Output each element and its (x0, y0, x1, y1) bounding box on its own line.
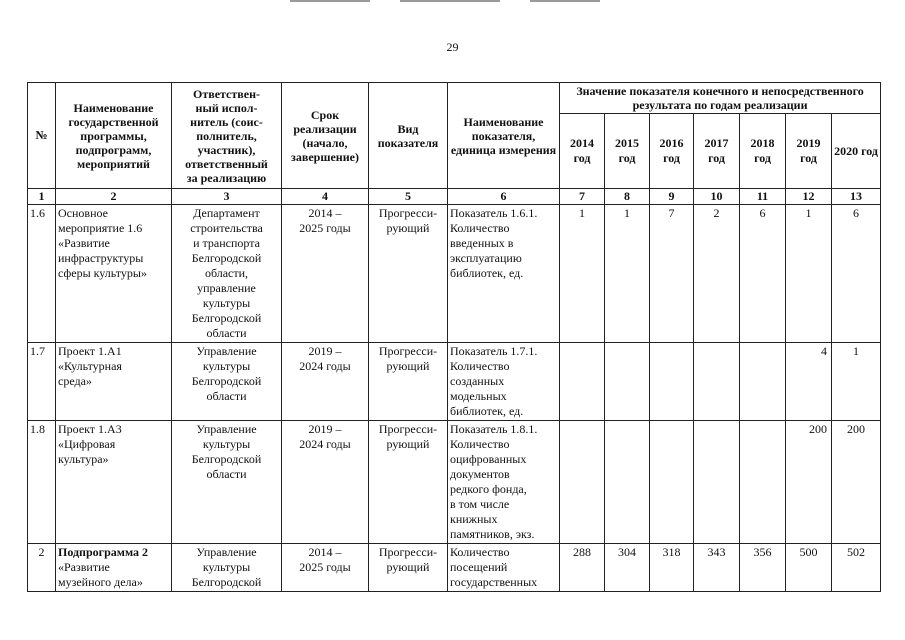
row-value (605, 343, 650, 421)
column-number: 9 (650, 189, 694, 205)
indicators-table (27, 82, 881, 592)
row-value: 1 (832, 343, 881, 421)
column-number: 12 (786, 189, 832, 205)
row-responsible: Управление культуры Белгородской области (172, 343, 282, 421)
header-num: № (28, 83, 56, 189)
row-num: 1.7 (28, 343, 56, 421)
row-term: 2014 – 2025 годы (282, 205, 369, 343)
row-indicator: Показатель 1.6.1. Количество введенных в эксплуатацию библиотек, ед. (448, 205, 560, 343)
header-kind: Вид показателя (369, 83, 448, 189)
row-responsible: Департамент строительства и транспорта Белгородской области, управление культуры Белгородской области (172, 205, 282, 343)
row-num: 1.6 (28, 205, 56, 343)
table-row (28, 205, 881, 343)
column-number: 6 (448, 189, 560, 205)
header-year: 2014 год (560, 114, 605, 189)
row-indicator: Количество посещений государственных (448, 544, 560, 592)
column-number: 4 (282, 189, 369, 205)
header-term: Срок реализации (начало, завершение) (282, 83, 369, 189)
row-value: 356 (740, 544, 786, 592)
row-term: 2014 – 2025 годы (282, 544, 369, 592)
row-indicator: Показатель 1.8.1. Количество оцифрованных документов редкого фонда, в том числе книжных памятников, экз. (448, 421, 560, 544)
row-value (560, 421, 605, 544)
row-value: 200 (786, 421, 832, 544)
header-year: 2020 год (832, 114, 881, 189)
column-number: 10 (694, 189, 740, 205)
row-value: 1 (605, 205, 650, 343)
header-name: Наименование государственной программы, подпрограмм, мероприятий (56, 83, 172, 189)
row-value: 502 (832, 544, 881, 592)
row-value: 6 (832, 205, 881, 343)
column-number-row (28, 189, 881, 205)
header-year: 2017 год (694, 114, 740, 189)
row-value: 6 (740, 205, 786, 343)
row-value: 7 (650, 205, 694, 343)
row-kind: Прогресси- рующий (369, 343, 448, 421)
header-indicator: Наименование показателя, единица измерения (448, 83, 560, 189)
row-value: 200 (832, 421, 881, 544)
subprogram-title: Подпрограмма 2 (58, 545, 149, 559)
column-number: 7 (560, 189, 605, 205)
table-row (28, 544, 881, 592)
column-number: 2 (56, 189, 172, 205)
scan-top-edge (0, 0, 905, 3)
row-name-cell (56, 544, 172, 592)
row-kind: Прогресси- рующий (369, 205, 448, 343)
row-value: 304 (605, 544, 650, 592)
column-number: 3 (172, 189, 282, 205)
page-number: 29 (446, 40, 459, 54)
row-value: 288 (560, 544, 605, 592)
row-value (605, 421, 650, 544)
header-year: 2019 год (786, 114, 832, 189)
row-value: 2 (694, 205, 740, 343)
header-year: 2018 год (740, 114, 786, 189)
row-value (650, 343, 694, 421)
table-row (28, 421, 881, 544)
header-values-group: Значение показателя конечного и непосредственного результата по годам реализации (560, 83, 881, 114)
row-kind: Прогресси- рующий (369, 421, 448, 544)
row-value (740, 421, 786, 544)
row-value (694, 343, 740, 421)
row-name: Проект 1.А1 «Культурная среда» (56, 343, 172, 421)
row-value (694, 421, 740, 544)
row-responsible: Управление культуры Белгородской области (172, 421, 282, 544)
row-term: 2019 – 2024 годы (282, 343, 369, 421)
row-value: 343 (694, 544, 740, 592)
header-year: 2015 год (605, 114, 650, 189)
column-number: 1 (28, 189, 56, 205)
row-num: 1.8 (28, 421, 56, 544)
header-row-1 (28, 83, 881, 114)
row-value: 1 (786, 205, 832, 343)
row-value: 4 (786, 343, 832, 421)
row-kind: Прогресси- рующий (369, 544, 448, 592)
row-value: 500 (786, 544, 832, 592)
row-value (740, 343, 786, 421)
column-number: 11 (740, 189, 786, 205)
row-name: «Развитие музейного дела» (58, 560, 143, 589)
header-responsible: Ответствен- ный испол- нитель (соис- полнитель, участник), ответственный за реализацию (172, 83, 282, 189)
row-value (650, 421, 694, 544)
row-value: 318 (650, 544, 694, 592)
row-value (560, 343, 605, 421)
row-term: 2019 – 2024 годы (282, 421, 369, 544)
row-num: 2 (28, 544, 56, 592)
column-number: 13 (832, 189, 881, 205)
table-row (28, 343, 881, 421)
row-value: 1 (560, 205, 605, 343)
header-year: 2016 год (650, 114, 694, 189)
row-name: Основное мероприятие 1.6 «Развитие инфраструктуры сферы культуры» (56, 205, 172, 343)
column-number: 5 (369, 189, 448, 205)
row-name: Проект 1.А3 «Цифровая культура» (56, 421, 172, 544)
row-responsible: Управление культуры Белгородской (172, 544, 282, 592)
column-number: 8 (605, 189, 650, 205)
row-indicator: Показатель 1.7.1. Количество созданных модельных библиотек, ед. (448, 343, 560, 421)
